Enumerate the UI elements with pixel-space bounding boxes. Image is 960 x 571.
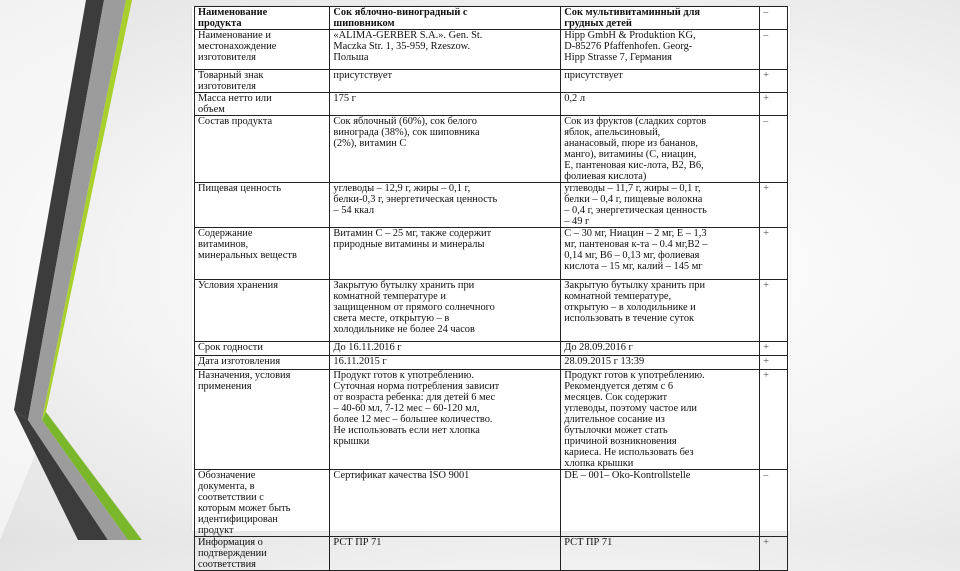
table-cell-c4 (760, 537, 788, 571)
table-cell-c2 (330, 183, 561, 228)
table-cell-c1 (195, 7, 330, 30)
table-cell-c3 (561, 183, 760, 228)
cell-text: – (763, 30, 769, 41)
cell-text: Дата изготовления (198, 356, 281, 367)
table-cell-c4 (760, 116, 788, 183)
cell-text: Продукт готов к употреблению. Суточная норма потребления зависит от возраста ребенка: для детей 6 мес – 40-60 мл, 7-12 мес – 60-120 мл, более 12 мес – большее количество. Не использовать если нет хлопка крышки (333, 370, 500, 447)
table-cell-c4 (760, 228, 788, 280)
table-row (195, 280, 788, 342)
cell-text: + (763, 537, 769, 548)
table-row (195, 7, 788, 30)
cell-text: С – 30 мг, Ниацин – 2 мг, Е – 1,3 мг, пантеновая к-та – 0.4 мг,В2 – 0,14 мг, В6 – 0,13 мг, фолиевая кислота – 15 мг, калий – 145 мг (564, 228, 708, 272)
table-cell-c4 (760, 470, 788, 537)
cell-text: + (763, 280, 769, 291)
cell-text: Сертификат качества ISO 9001 (333, 470, 470, 481)
table-row (195, 116, 788, 183)
table-cell-c3 (561, 93, 760, 116)
cell-text: Содержание витаминов, минеральных веществ (198, 228, 297, 261)
table-cell-c1 (195, 228, 330, 280)
cell-text: Наименование продукта (198, 7, 268, 29)
cell-text: присутствует (564, 70, 623, 81)
cell-text: До 16.11.2016 г (333, 342, 402, 353)
table-cell-c4 (760, 342, 788, 356)
cell-text: Назначения, условия применения (198, 370, 291, 392)
product-comparison-document (192, 6, 790, 570)
table-cell-c4 (760, 370, 788, 470)
cell-text: Масса нетто или объем (198, 93, 272, 115)
table-cell-c2 (330, 116, 561, 183)
product-comparison-table (194, 6, 788, 571)
table-cell-c1 (195, 93, 330, 116)
table-cell-c2 (330, 370, 561, 470)
table-cell-c1 (195, 342, 330, 356)
table-row (195, 70, 788, 93)
cell-text: углеводы – 12,9 г, жиры – 0,1 г, белки-0,3 г, энергетическая ценность – 54 ккал (333, 183, 498, 216)
table-cell-c1 (195, 356, 330, 370)
cell-text: Сок яблочно-виноградный с шиповником (333, 7, 468, 29)
table-row (195, 30, 788, 70)
table-cell-c4 (760, 7, 788, 30)
cell-text: Сок из фруктов (сладких сортов яблок, апельсиновый, ананасовый, пюре из бананов, манго), витамины (С, ниацин, Е, пантеновая кис-лота, В2, В6, фолиевая кислота) (564, 116, 707, 182)
cell-text: Состав продукта (198, 116, 273, 127)
cell-text: Сок мультивитаминный для грудных детей (564, 7, 701, 29)
cell-text: Закрытую бутылку хранить при комнатной температуре и защищенном от прямого солнечного света месте, открытую – в холодильнике не более 24 часов (333, 280, 495, 335)
table-cell-c3 (561, 470, 760, 537)
table-cell-c3 (561, 280, 760, 342)
table-cell-c3 (561, 228, 760, 280)
cell-text: Срок годности (198, 342, 263, 353)
table-cell-c2 (330, 70, 561, 93)
table-cell-c2 (330, 280, 561, 342)
table-row (195, 537, 788, 571)
table-cell-c1 (195, 280, 330, 342)
table-cell-c3 (561, 342, 760, 356)
table-row (195, 93, 788, 116)
cell-text: углеводы – 11,7 г, жиры – 0,1 г, белки – 0,4 г, пищевые волокна – 0,4 г, энергетическая ценность – 49 г (564, 183, 707, 227)
table-row (195, 342, 788, 356)
cell-text: + (763, 356, 769, 367)
table-row (195, 228, 788, 280)
cell-text: РСТ ПР 71 (564, 537, 613, 548)
table-cell-c3 (561, 70, 760, 93)
cell-text: РСТ ПР 71 (333, 537, 382, 548)
table-cell-c2 (330, 7, 561, 30)
table-cell-c1 (195, 470, 330, 537)
table-row (195, 356, 788, 370)
cell-text: Обозначение документа, в соответствии с которым может быть идентифицирован продукт (198, 470, 291, 536)
cell-text: 16.11.2015 г (333, 356, 387, 367)
cell-text: DE – 001– Oko-Kontrollstelle (564, 470, 691, 481)
table-cell-c4 (760, 356, 788, 370)
cell-text: «ALIMA-GERBER S.A.». Gen. St. Maczka Str. 1, 35-959, Rzeszow. Польша (333, 30, 483, 63)
cell-text: + (763, 70, 769, 81)
table-cell-c3 (561, 356, 760, 370)
table-cell-c4 (760, 70, 788, 93)
table-cell-c3 (561, 537, 760, 571)
cell-text: Пищевая ценность (198, 183, 282, 194)
cell-text: + (763, 370, 769, 381)
table-cell-c2 (330, 342, 561, 356)
table-cell-c2 (330, 537, 561, 571)
cell-text: – (763, 470, 769, 481)
cell-text: Продукт готов к употреблению. Рекомендуется детям с 6 месяцев. Сок содержит углеводы, поэтому частое или длительное сосание из бутылочки может стать причиной возникновения кариеса. Не использовать без хлопка крышки (564, 370, 705, 469)
cell-text: До 28.09.2016 г (564, 342, 633, 353)
table-cell-c4 (760, 93, 788, 116)
table-cell-c1 (195, 70, 330, 93)
table-cell-c1 (195, 183, 330, 228)
table-cell-c2 (330, 93, 561, 116)
cell-text: + (763, 93, 769, 104)
cell-text: Hipp GmbH & Produktion KG, D-85276 Pfaffenhofen. Georg- Hipp Strasse 7, Германия (564, 30, 696, 63)
table-cell-c4 (760, 183, 788, 228)
cell-text: Товарный знак изготовителя (198, 70, 264, 92)
table-cell-c3 (561, 370, 760, 470)
cell-text: + (763, 183, 769, 194)
table-row (195, 470, 788, 537)
table-cell-c1 (195, 116, 330, 183)
cell-text: 0,2 л (564, 93, 586, 104)
cell-text: Сок яблочный (60%), сок белого винограда (38%), сок шиповника (2%), витамин С (333, 116, 480, 149)
table-cell-c1 (195, 30, 330, 70)
cell-text: присутствует (333, 70, 392, 81)
cell-text: Закрытую бутылку хранить при комнатной температуре, открытую – в холодильнике и использовать в течение суток (564, 280, 706, 324)
table-row (195, 370, 788, 470)
cell-text: Условия хранения (198, 280, 279, 291)
table-cell-c3 (561, 7, 760, 30)
table-cell-c1 (195, 370, 330, 470)
cell-text: – (763, 7, 769, 18)
table-cell-c1 (195, 537, 330, 571)
table-cell-c2 (330, 30, 561, 70)
cell-text: 28.09.2015 г 13:39 (564, 356, 645, 367)
cell-text: 175 г (333, 93, 356, 104)
cell-text: Наименование и местонахождение изготовителя (198, 30, 277, 63)
cell-text: + (763, 228, 769, 239)
cell-text: Витамин С – 25 мг, также содержит природные витамины и минералы (333, 228, 492, 250)
cell-text: + (763, 342, 769, 353)
table-cell-c2 (330, 470, 561, 537)
table-cell-c4 (760, 30, 788, 70)
table-row (195, 183, 788, 228)
table-cell-c4 (760, 280, 788, 342)
cell-text: – (763, 116, 769, 127)
cell-text: Информация о подтверждении соответствия (198, 537, 267, 570)
table-cell-c2 (330, 356, 561, 370)
table-cell-c2 (330, 228, 561, 280)
table-cell-c3 (561, 116, 760, 183)
table-cell-c3 (561, 30, 760, 70)
